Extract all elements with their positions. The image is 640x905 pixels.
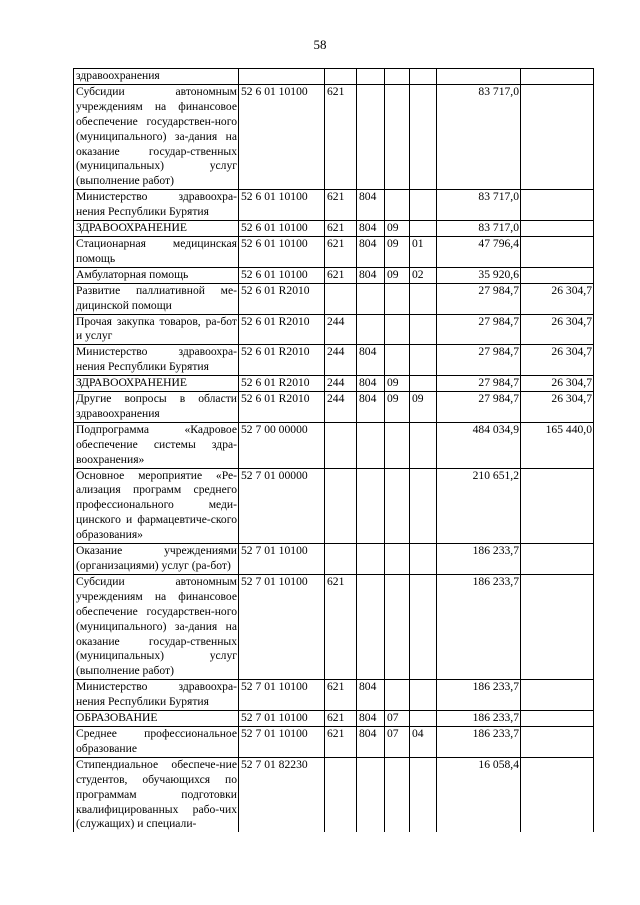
table-row <box>74 574 594 679</box>
page-number: 58 <box>313 37 327 52</box>
cell-pr <box>410 711 437 727</box>
cell-pr <box>410 314 437 345</box>
cell-gr <box>357 574 385 679</box>
cell-sum1: 210 651,2 <box>437 468 521 544</box>
cell-rz: 09 <box>385 376 410 392</box>
cell-name: Развитие паллиативной ме-дицинской помощи <box>74 283 239 314</box>
cell-sum1: 27 984,7 <box>437 376 521 392</box>
cell-pr <box>410 680 437 711</box>
cell-name: здравоохранения <box>74 69 239 85</box>
cell-pr <box>410 468 437 544</box>
cell-vr: 244 <box>325 376 357 392</box>
cell-sum1: 186 233,7 <box>437 574 521 679</box>
cell-name: Другие вопросы в области здравоохранения <box>74 392 239 423</box>
cell-pr <box>410 757 437 832</box>
cell-name: Оказание учреждениями (организациями) услуг (ра-бот) <box>74 544 239 575</box>
cell-sum2: 26 304,7 <box>521 392 594 423</box>
cell-vr: 621 <box>325 267 357 283</box>
cell-name: ЗДРАВООХРАНЕНИЕ <box>74 221 239 237</box>
cell-rz <box>385 574 410 679</box>
cell-vr: 621 <box>325 726 357 757</box>
cell-sum2 <box>521 69 594 85</box>
cell-gr: 804 <box>357 221 385 237</box>
cell-name: Стипендиальное обеспече-ние студентов, обучающихся по программам подготовки квалифицированных рабо-чих (служащих) и специали- <box>74 757 239 832</box>
cell-name: Министерство здравоохра-нения Республики Бурятия <box>74 190 239 221</box>
table-row <box>74 422 594 468</box>
cell-rz <box>385 757 410 832</box>
cell-gr: 804 <box>357 190 385 221</box>
cell-vr <box>325 757 357 832</box>
cell-gr: 804 <box>357 711 385 727</box>
cell-vr: 621 <box>325 221 357 237</box>
cell-sum1: 186 233,7 <box>437 680 521 711</box>
cell-gr <box>357 314 385 345</box>
cell-pr <box>410 69 437 85</box>
cell-rz <box>385 345 410 376</box>
cell-sum2: 165 440,0 <box>521 422 594 468</box>
cell-rz: 09 <box>385 392 410 423</box>
cell-sum1: 484 034,9 <box>437 422 521 468</box>
cell-sum2: 26 304,7 <box>521 314 594 345</box>
cell-gr: 804 <box>357 236 385 267</box>
cell-name: Среднее профессиональное образование <box>74 726 239 757</box>
cell-vr <box>325 544 357 575</box>
table-row <box>74 726 594 757</box>
cell-vr: 244 <box>325 345 357 376</box>
table-row <box>74 69 594 85</box>
cell-sum2: 26 304,7 <box>521 345 594 376</box>
cell-vr <box>325 283 357 314</box>
cell-sum2 <box>521 236 594 267</box>
cell-sum2: 26 304,7 <box>521 283 594 314</box>
cell-sum1: 27 984,7 <box>437 283 521 314</box>
cell-gr <box>357 544 385 575</box>
cell-pr <box>410 544 437 575</box>
cell-sum1: 16 058,4 <box>437 757 521 832</box>
cell-csr: 52 7 01 10100 <box>239 544 325 575</box>
table-row <box>74 757 594 832</box>
cell-vr: 621 <box>325 680 357 711</box>
cell-sum2 <box>521 544 594 575</box>
table-row <box>74 468 594 544</box>
cell-csr: 52 6 01 10100 <box>239 84 325 189</box>
cell-sum2 <box>521 726 594 757</box>
cell-pr: 02 <box>410 267 437 283</box>
cell-sum2 <box>521 190 594 221</box>
cell-name: ОБРАЗОВАНИЕ <box>74 711 239 727</box>
cell-vr <box>325 468 357 544</box>
cell-sum1: 35 920,6 <box>437 267 521 283</box>
cell-rz <box>385 422 410 468</box>
cell-name: Амбулаторная помощь <box>74 267 239 283</box>
cell-sum1: 27 984,7 <box>437 314 521 345</box>
cell-pr <box>410 345 437 376</box>
cell-csr: 52 7 01 10100 <box>239 574 325 679</box>
cell-gr: 804 <box>357 267 385 283</box>
cell-name: Субсидии автономным учреждениям на финансовое обеспечение государствен-ного (муниципального) за-дания на оказание государ-ственных (муниципальных) услуг (выполнение работ) <box>74 84 239 189</box>
cell-gr <box>357 84 385 189</box>
cell-csr: 52 7 01 82230 <box>239 757 325 832</box>
cell-rz: 09 <box>385 221 410 237</box>
cell-csr: 52 6 01 R2010 <box>239 376 325 392</box>
table-row <box>74 236 594 267</box>
cell-sum1: 186 233,7 <box>437 726 521 757</box>
table-row <box>74 283 594 314</box>
cell-pr <box>410 84 437 189</box>
cell-vr: 244 <box>325 314 357 345</box>
cell-gr: 804 <box>357 680 385 711</box>
cell-gr <box>357 69 385 85</box>
cell-sum1: 27 984,7 <box>437 345 521 376</box>
cell-vr <box>325 69 357 85</box>
cell-csr: 52 6 01 10100 <box>239 190 325 221</box>
cell-sum2 <box>521 267 594 283</box>
cell-name: Министерство здравоохра-нения Республики Бурятия <box>74 680 239 711</box>
cell-pr <box>410 190 437 221</box>
cell-csr: 52 7 01 10100 <box>239 726 325 757</box>
cell-rz: 09 <box>385 236 410 267</box>
cell-pr: 04 <box>410 726 437 757</box>
cell-vr: 621 <box>325 574 357 679</box>
cell-rz <box>385 190 410 221</box>
cell-pr <box>410 221 437 237</box>
cell-csr: 52 7 01 10100 <box>239 711 325 727</box>
cell-sum2: 26 304,7 <box>521 376 594 392</box>
cell-gr: 804 <box>357 345 385 376</box>
cell-rz <box>385 314 410 345</box>
cell-name: Подпрограмма «Кадровое обеспечение системы здра-воохранения» <box>74 422 239 468</box>
cell-name: Прочая закупка товаров, ра-бот и услуг <box>74 314 239 345</box>
cell-sum2 <box>521 468 594 544</box>
table-row <box>74 221 594 237</box>
cell-name: Министерство здравоохра-нения Республики Бурятия <box>74 345 239 376</box>
cell-gr: 804 <box>357 392 385 423</box>
cell-vr: 621 <box>325 711 357 727</box>
cell-gr <box>357 422 385 468</box>
cell-pr <box>410 283 437 314</box>
cell-rz <box>385 544 410 575</box>
cell-pr <box>410 422 437 468</box>
cell-gr <box>357 468 385 544</box>
cell-vr: 244 <box>325 392 357 423</box>
cell-sum1 <box>437 69 521 85</box>
table-row <box>74 680 594 711</box>
cell-sum2 <box>521 680 594 711</box>
cell-csr: 52 7 01 00000 <box>239 468 325 544</box>
cell-gr <box>357 283 385 314</box>
cell-rz <box>385 84 410 189</box>
cell-sum2 <box>521 84 594 189</box>
table-row <box>74 314 594 345</box>
cell-csr: 52 6 01 R2010 <box>239 345 325 376</box>
cell-rz: 07 <box>385 726 410 757</box>
cell-pr <box>410 376 437 392</box>
table-row <box>74 267 594 283</box>
cell-rz: 07 <box>385 711 410 727</box>
cell-pr <box>410 574 437 679</box>
cell-csr: 52 6 01 R2010 <box>239 314 325 345</box>
table-row <box>74 392 594 423</box>
cell-sum1: 83 717,0 <box>437 221 521 237</box>
cell-name: Стационарная медицинская помощь <box>74 236 239 267</box>
cell-rz <box>385 468 410 544</box>
cell-sum1: 186 233,7 <box>437 544 521 575</box>
table-row <box>74 84 594 189</box>
cell-csr <box>239 69 325 85</box>
cell-vr <box>325 422 357 468</box>
cell-sum1: 83 717,0 <box>437 190 521 221</box>
cell-gr: 804 <box>357 726 385 757</box>
cell-sum1: 83 717,0 <box>437 84 521 189</box>
cell-csr: 52 6 01 R2010 <box>239 283 325 314</box>
cell-csr: 52 6 01 10100 <box>239 236 325 267</box>
cell-sum2 <box>521 757 594 832</box>
table-row <box>74 190 594 221</box>
cell-csr: 52 7 01 10100 <box>239 680 325 711</box>
cell-pr: 09 <box>410 392 437 423</box>
cell-gr <box>357 757 385 832</box>
table-row <box>74 711 594 727</box>
cell-sum1: 186 233,7 <box>437 711 521 727</box>
cell-sum1: 27 984,7 <box>437 392 521 423</box>
cell-rz <box>385 283 410 314</box>
cell-vr: 621 <box>325 236 357 267</box>
cell-pr: 01 <box>410 236 437 267</box>
cell-rz: 09 <box>385 267 410 283</box>
cell-name: ЗДРАВООХРАНЕНИЕ <box>74 376 239 392</box>
cell-vr: 621 <box>325 84 357 189</box>
cell-name: Основное мероприятие «Ре-ализация программ среднего профессионального меди-цинского и фармацевтиче-ского образования» <box>74 468 239 544</box>
cell-csr: 52 6 01 10100 <box>239 221 325 237</box>
cell-name: Субсидии автономным учреждениям на финансовое обеспечение государствен-ного (муниципального) за-дания на оказание государ-ственных (муниципальных) услуг (выполнение работ) <box>74 574 239 679</box>
cell-sum2 <box>521 574 594 679</box>
table-row <box>74 345 594 376</box>
table-row <box>74 376 594 392</box>
cell-sum1: 47 796,4 <box>437 236 521 267</box>
cell-gr: 804 <box>357 376 385 392</box>
cell-vr: 621 <box>325 190 357 221</box>
cell-sum2 <box>521 711 594 727</box>
table-row <box>74 544 594 575</box>
cell-csr: 52 7 00 00000 <box>239 422 325 468</box>
budget-table <box>73 68 594 832</box>
cell-csr: 52 6 01 10100 <box>239 267 325 283</box>
cell-rz <box>385 680 410 711</box>
cell-csr: 52 6 01 R2010 <box>239 392 325 423</box>
cell-sum2 <box>521 221 594 237</box>
cell-rz <box>385 69 410 85</box>
